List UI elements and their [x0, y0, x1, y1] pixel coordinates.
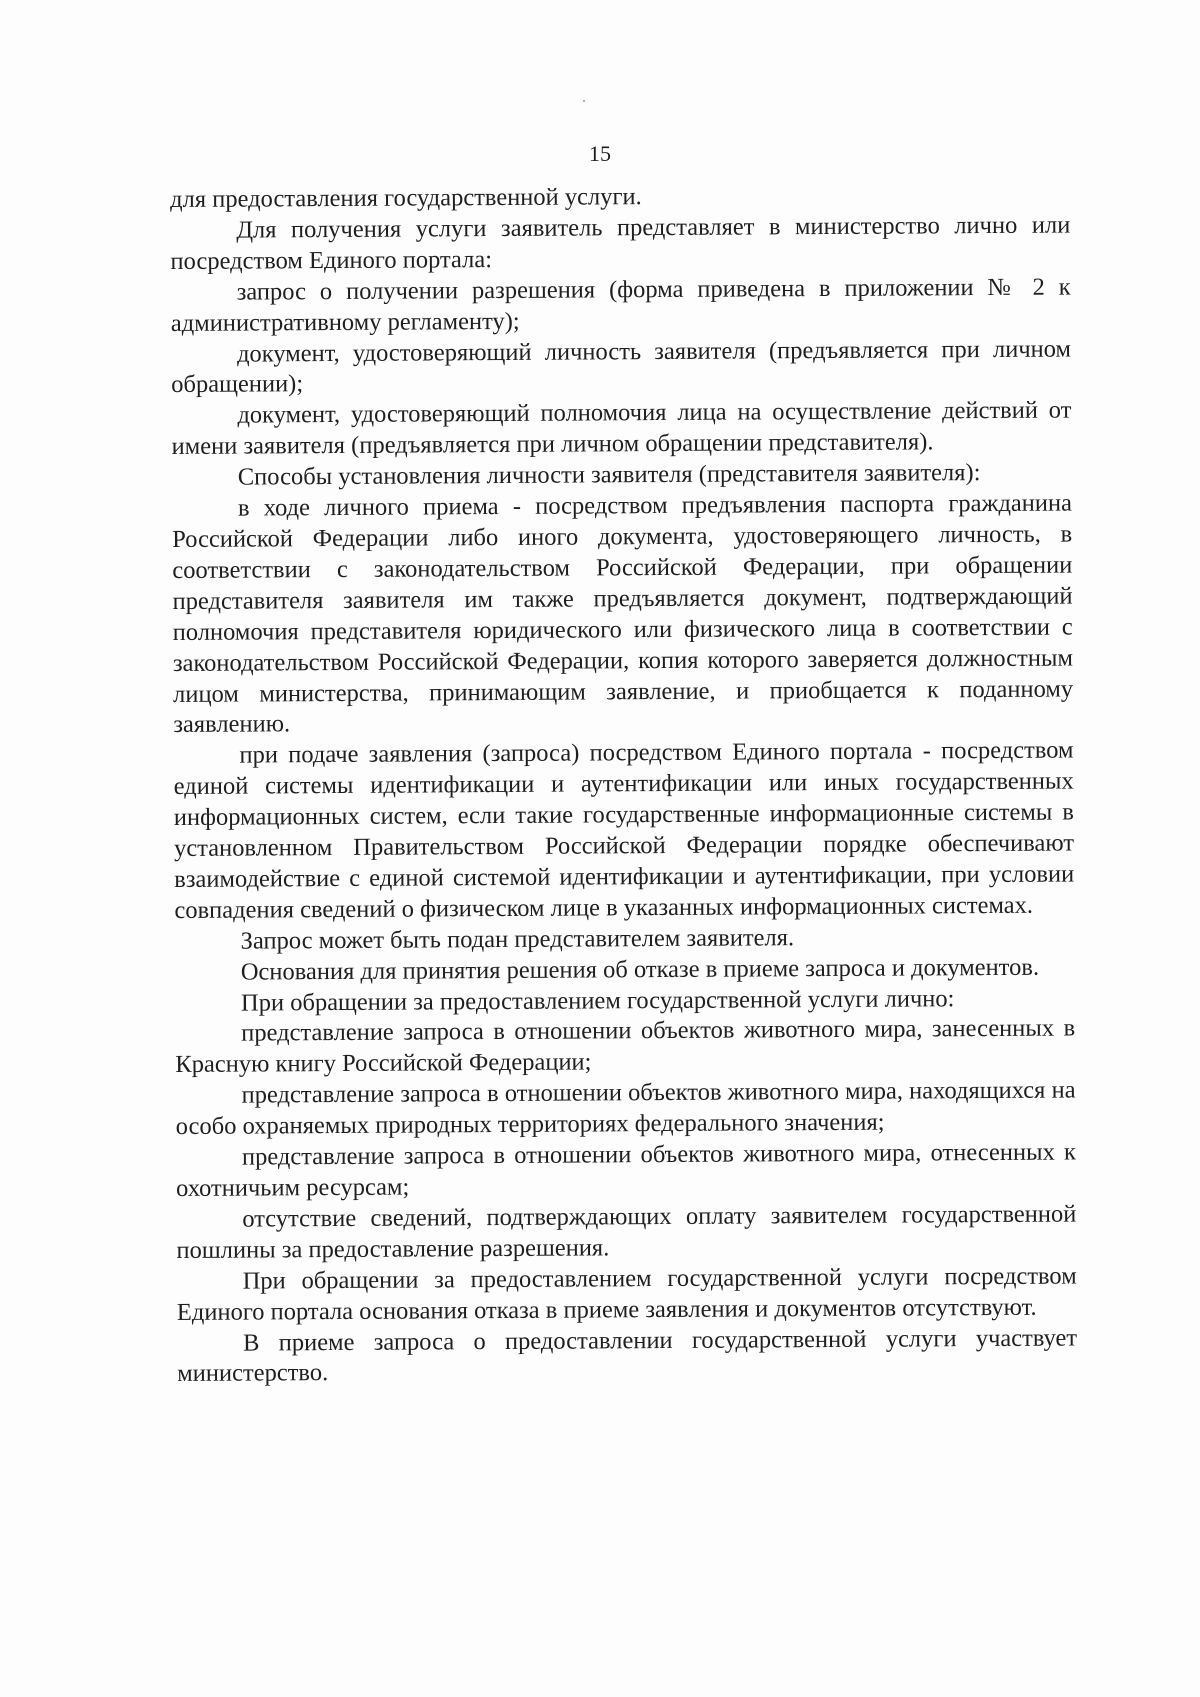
- paragraph: отсутствие сведений, подтверждающих оплату заявителем государственной пошлины за предоставление разрешения.: [176, 1200, 1077, 1264]
- page-number: 15: [589, 141, 611, 166]
- scan-speck: [583, 100, 585, 102]
- paragraph: представление запроса в отношении объектов животного мира, отнесенных к охотничьим ресурсам;: [176, 1138, 1077, 1202]
- paragraph: При обращении за предоставлением государственной услуги посредством Единого портала основания отказа в приеме заявления и документов отсутствуют.: [176, 1262, 1077, 1326]
- paragraph: при подаче заявления (запроса) посредством Единого портала - посредством единой системы идентификации и аутентификации или иных государственных информационных систем, если такие государственные информационные системы в установленном Правительством Российской Федерации порядке обеспечивают взаимодействие с единой системой идентификации и аутентификации, при условии совпадения сведений о физическом лице в указанных информационных системах.: [173, 736, 1075, 924]
- paragraph: В приеме запроса о предоставлении государственной услуги участвует министерство.: [177, 1324, 1078, 1388]
- paragraph: запрос о получении разрешения (форма приведена в приложении № 2 к административному регламенту);: [170, 273, 1071, 337]
- document-body: [170, 180, 1077, 1391]
- paragraph: для предоставления государственной услуги.: [170, 183, 642, 213]
- paragraph: Способы установления личности заявителя (представителя заявителя):: [237, 459, 981, 491]
- paragraph: в ходе личного приема - посредством предъявления паспорта гражданина Российской Федерации либо иного документа, удостоверяющего личность, в соответствии с законодательством Российской Федерации, при обращении представителя заявителя им также предъявляется документ, подтверждающий полномочия представителя юридического или физического лица в соответствии с законодательством Российской Федерации, копия которого заверяется должностным лицом министерства, принимающим заявление, и приобщается к поданному заявлению.: [172, 489, 1074, 739]
- paragraph: документ, удостоверяющий личность заявителя (предъявляется при личном обращении);: [171, 335, 1072, 399]
- paragraph: представление запроса в отношении объектов животного мира, находящихся на особо охраняемых природных территориях федерального значения;: [175, 1076, 1076, 1141]
- paragraph: Для получения услуги заявитель представляет в министерство лично или посредством Единого портала:: [170, 211, 1071, 275]
- paragraph: Запрос может быть подан представителем заявителя.: [240, 923, 795, 955]
- paragraph: Основания для принятия решения об отказе в приеме запроса и документов.: [240, 953, 1040, 986]
- paragraph: документ, удостоверяющий полномочия лица на осуществление действий от имени заявителя (предъявляется при личном обращении представителя).: [171, 396, 1072, 461]
- paragraph: представление запроса в отношении объектов животного мира, занесенных в Красную книгу Российской Федерации;: [175, 1014, 1076, 1079]
- paragraph: При обращении за предоставлением государственной услуги лично:: [240, 984, 955, 1017]
